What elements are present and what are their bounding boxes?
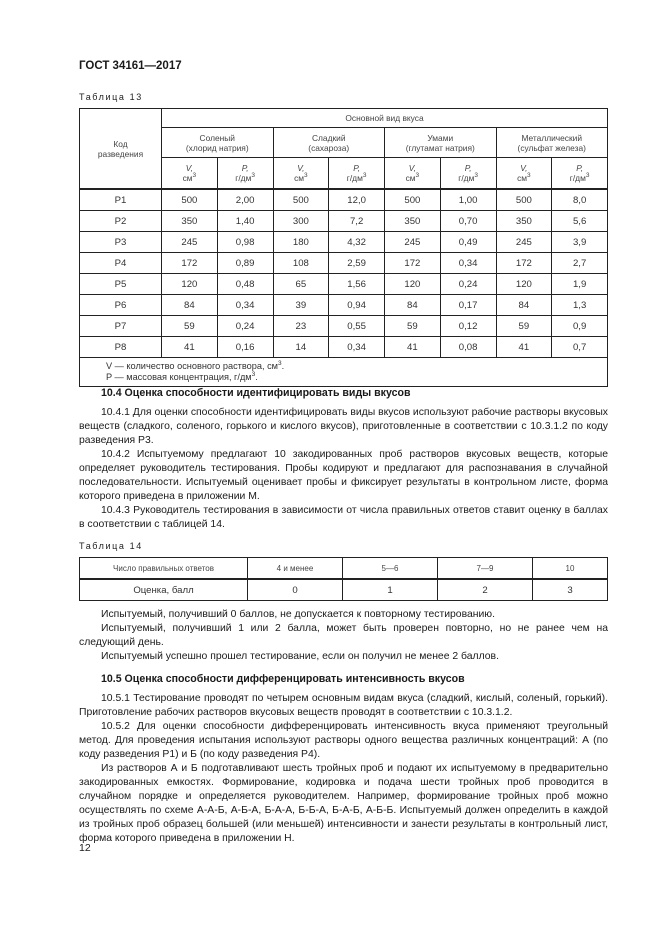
v-unit: см	[517, 173, 528, 183]
value-cell: 65	[273, 274, 329, 295]
value-cell: 0,48	[217, 274, 273, 295]
value-cell: 108	[273, 253, 329, 274]
value-cell: 39	[273, 295, 329, 316]
p-unit-header	[440, 158, 496, 190]
note-v: V — количество основного раствора, см	[106, 361, 278, 371]
p-unit: г/дм	[346, 173, 363, 183]
value-cell: 0,94	[329, 295, 385, 316]
p-unit-header	[552, 158, 608, 190]
value-cell: 0,7	[552, 337, 608, 358]
table-row	[80, 295, 608, 316]
value-cell: 0,89	[217, 253, 273, 274]
value-cell: 350	[385, 211, 441, 232]
header-cell: 7—9	[438, 558, 533, 580]
header-cell: 5—6	[343, 558, 438, 580]
table-row	[80, 274, 608, 295]
table-13-caption: Таблица 13	[79, 92, 143, 102]
value-cell: 59	[496, 316, 552, 337]
value-cell: 2,7	[552, 253, 608, 274]
table-row	[80, 211, 608, 232]
paragraph-triangle-method: Из растворов А и Б подготавливают шесть тройных проб и подают их испытуемому в предварительно закодированных емкостях. Формирование, кодировка и подача шести тройных проб проводится в случайном порядке и определяется руководителем. Например, формирование тройных проб можно осуществлять по схеме А-А-Б, А-Б-А, Б-А-А, Б-Б-А, Б-А-Б, А-Б-Б. Испытуемый должен определить в каждой из тройных проб образец большей (или меньшей) интенсивности и занести результаты в контрольный лист, форма которого приведена в приложении Н.	[79, 763, 608, 844]
v-label: V,	[297, 163, 305, 173]
value-cell: 4,32	[329, 232, 385, 253]
value-cell: 500	[496, 189, 552, 211]
document-header: ГОСТ 34161—2017	[79, 60, 182, 72]
value-cell: 59	[162, 316, 218, 337]
paragraph-10-5-1: 10.5.1 Тестирование проводят по четырем основным видам вкуса (сладкий, кислый, соленый, горький). Приготовление рабочих растворов вкусовых веществ проводят в соответствии с 10.3.1.2.	[79, 693, 608, 718]
value-cell: 0,24	[217, 316, 273, 337]
value-cell: 12,0	[329, 189, 385, 211]
v-label: V,	[185, 163, 194, 173]
paragraph-10-4-3: 10.4.3 Руководитель тестирования в зависимости от числа правильных ответов ставит оценку в баллах в соответствии с таблицей 14.	[79, 505, 608, 530]
taste-substance: (сульфат железа)	[517, 142, 586, 153]
table-row	[80, 253, 608, 274]
value-cell: 0,55	[329, 316, 385, 337]
main-taste-header: Основной вид вкуса	[162, 109, 608, 128]
unit-exp: 3	[585, 172, 590, 180]
v-label: V,	[408, 163, 417, 173]
taste-name: Соленый	[199, 132, 235, 143]
value-cell: 2,59	[329, 253, 385, 274]
p-label: P,	[576, 163, 584, 173]
value-cell: 0,70	[440, 211, 496, 232]
value-cell: 172	[496, 253, 552, 274]
taste-name: Умами	[427, 132, 454, 143]
value-cell: 172	[385, 253, 441, 274]
paragraph-pass: Испытуемый успешно прошел тестирование, если он получил не менее 2 баллов.	[101, 651, 499, 662]
table-row	[80, 189, 608, 211]
dilution-code-cell: Р7	[80, 316, 162, 337]
header-cell: 4 и менее	[248, 558, 343, 580]
paragraph-10-4-2: 10.4.2 Испытуемому предлагают 10 закодированных проб растворов вкусовых веществ, которые определяет руководитель тестирования. Пробы кодируют и предлагают для распознавания в случайной последовательности. Испытуемый оценивает пробы и фиксирует результаты в контрольном листе, форма которого приведена в приложении М.	[79, 449, 608, 502]
table-13-note: V — количество основного раствора, $см^3$. P — массовая концентрация, $г/дм^3$.	[80, 358, 608, 387]
value-cell: 41	[162, 337, 218, 358]
paragraph-10-4-1: 10.4.1 Для оценки способности идентифицировать виды вкусов используют рабочие растворы вкусовых веществ (сладкого, соленого, горького и кислого вкусов), приготовленные в соответствии с 10.3.1.2 по коду разведения Р3.	[79, 407, 608, 446]
value-cell: 84	[385, 295, 441, 316]
section-10-5-heading: 10.5 Оценка способности дифференцировать интенсивность вкусов	[101, 673, 465, 685]
unit-exp: 3	[415, 172, 420, 180]
paragraph-zero-score: Испытуемый, получивший 0 баллов, не допускается к повторному тестированию.	[101, 609, 495, 620]
taste-group-header	[162, 128, 274, 158]
score-cell: 0	[248, 579, 343, 601]
value-cell: 0,34	[217, 295, 273, 316]
value-cell: 350	[496, 211, 552, 232]
value-cell: 5,6	[552, 211, 608, 232]
v-unit-header	[273, 158, 329, 190]
v-unit-header	[385, 158, 441, 190]
value-cell: 84	[496, 295, 552, 316]
value-cell: 23	[273, 316, 329, 337]
taste-name: Металлический	[521, 132, 583, 143]
header-cell: 10	[533, 558, 608, 580]
value-cell: 245	[496, 232, 552, 253]
p-unit: г/дм	[569, 173, 586, 183]
v-unit-header	[162, 158, 218, 190]
value-cell: 180	[273, 232, 329, 253]
dilution-code-cell: Р4	[80, 253, 162, 274]
table-row	[80, 337, 608, 358]
dilution-code-cell: Р2	[80, 211, 162, 232]
header-cell: Число правильных ответов	[80, 558, 248, 580]
value-cell: 245	[162, 232, 218, 253]
value-cell: 8,0	[552, 189, 608, 211]
taste-name: Сладкий	[312, 132, 346, 143]
dilution-code-cell: Р1	[80, 189, 162, 211]
note-p-exp: 3	[251, 370, 256, 378]
value-cell: 0,08	[440, 337, 496, 358]
taste-group-header	[385, 128, 497, 158]
v-unit: см	[294, 173, 305, 183]
score-cell: 1	[343, 579, 438, 601]
section-10-4-heading: 10.4 Оценка способности идентифицировать виды вкусов	[101, 387, 411, 399]
value-cell: 7,2	[329, 211, 385, 232]
value-cell: 172	[162, 253, 218, 274]
value-cell: 120	[385, 274, 441, 295]
value-cell: 41	[496, 337, 552, 358]
value-cell: 84	[162, 295, 218, 316]
value-cell: 0,98	[217, 232, 273, 253]
unit-exp: 3	[304, 172, 308, 180]
unit-exp: 3	[362, 172, 367, 180]
unit-exp: 3	[251, 172, 255, 180]
value-cell: 350	[162, 211, 218, 232]
value-cell: 500	[273, 189, 329, 211]
note-v-exp: 3	[278, 359, 282, 367]
p-unit: г/дм	[458, 173, 475, 183]
table-14	[79, 557, 608, 601]
value-cell: 500	[162, 189, 218, 211]
page-number: 12	[79, 842, 91, 854]
value-cell: 1,00	[440, 189, 496, 211]
value-cell: 14	[273, 337, 329, 358]
taste-group-header	[273, 128, 385, 158]
value-cell: 1,3	[552, 295, 608, 316]
value-cell: 3,9	[552, 232, 608, 253]
code-header: Код разведения	[80, 109, 162, 190]
unit-exp: 3	[527, 172, 531, 180]
value-cell: 0,49	[440, 232, 496, 253]
value-cell: 500	[385, 189, 441, 211]
paragraph-10-5-2: 10.5.2 Для оценки способности дифференцировать интенсивность вкуса применяют треугольный метод. Для проведения испытания используют растворы одного вещества различных концентраций: А (по коду разведения Р1) и Б (по коду разведения Р4).	[79, 721, 608, 760]
dilution-code-cell: Р6	[80, 295, 162, 316]
value-cell: 0,9	[552, 316, 608, 337]
value-cell: 0,34	[329, 337, 385, 358]
p-label: P,	[241, 163, 249, 173]
value-cell: 120	[496, 274, 552, 295]
value-cell: 41	[385, 337, 441, 358]
value-cell: 0,17	[440, 295, 496, 316]
p-label: P,	[353, 163, 361, 173]
value-cell: 0,34	[440, 253, 496, 274]
value-cell: 0,12	[440, 316, 496, 337]
v-unit: см	[405, 173, 416, 183]
value-cell: 120	[162, 274, 218, 295]
value-cell: 1,40	[217, 211, 273, 232]
p-unit-header	[329, 158, 385, 190]
taste-substance: (сахароза)	[308, 142, 350, 153]
value-cell: 1,9	[552, 274, 608, 295]
unit-exp: 3	[192, 172, 197, 180]
value-cell: 2,00	[217, 189, 273, 211]
dilution-code-cell: Р5	[80, 274, 162, 295]
v-unit-header	[496, 158, 552, 190]
table-row	[80, 316, 608, 337]
table-row	[80, 232, 608, 253]
table-13	[79, 108, 608, 387]
value-cell: 0,16	[217, 337, 273, 358]
v-label: V,	[520, 163, 528, 173]
taste-group-header	[496, 128, 608, 158]
dilution-code-cell: Р3	[80, 232, 162, 253]
p-unit: г/дм	[235, 173, 252, 183]
value-cell: 300	[273, 211, 329, 232]
p-label: P,	[464, 163, 472, 173]
p-unit-header	[217, 158, 273, 190]
value-cell: 1,56	[329, 274, 385, 295]
taste-substance: (глутамат натрия)	[405, 142, 475, 153]
score-cell: 3	[533, 579, 608, 601]
score-label: Оценка, балл	[80, 579, 248, 601]
taste-substance: (хлорид натрия)	[185, 142, 249, 153]
v-unit: см	[182, 173, 193, 183]
value-cell: 59	[385, 316, 441, 337]
value-cell: 245	[385, 232, 441, 253]
unit-exp: 3	[474, 172, 478, 180]
paragraph-retest: Испытуемый, получивший 1 или 2 балла, может быть проверен повторно, но не ранее чем на следующий день.	[79, 623, 608, 648]
dilution-code-cell: Р8	[80, 337, 162, 358]
note-p: P — массовая концентрация, г/дм	[106, 372, 252, 382]
score-cell: 2	[438, 579, 533, 601]
value-cell: 0,24	[440, 274, 496, 295]
table-14-caption: Таблица 14	[79, 541, 143, 551]
